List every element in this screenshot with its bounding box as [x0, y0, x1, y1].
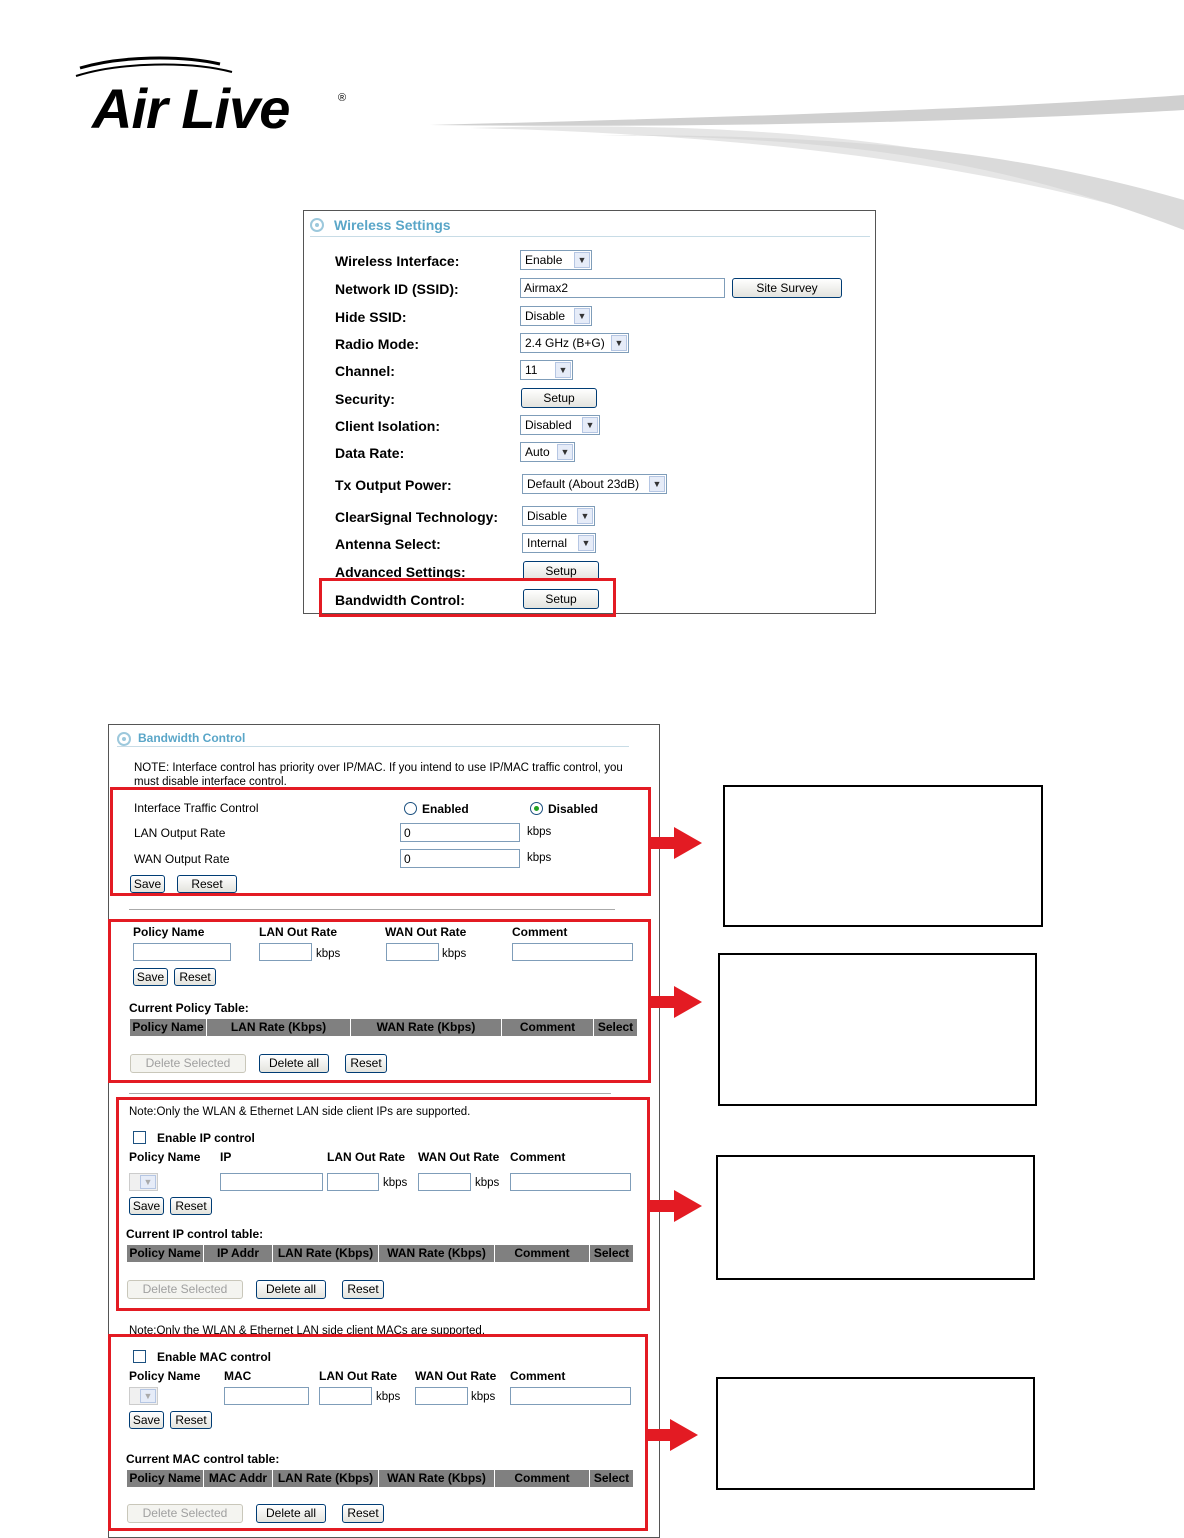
disabled-label: Disabled	[548, 802, 599, 816]
arrow-right-icon	[646, 1419, 698, 1451]
client-isolation-label: Client Isolation:	[335, 418, 440, 434]
hide-ssid-select[interactable]: Disable ▼	[520, 306, 592, 326]
highlight-bandwidth-control	[319, 578, 616, 617]
th-select: Select	[593, 1246, 630, 1260]
interface-reset-button[interactable]: Reset	[177, 875, 237, 893]
interface-save-button[interactable]: Save	[130, 875, 165, 893]
interface-note-line2: must disable interface control.	[134, 776, 287, 788]
interface-traffic-control-label: Interface Traffic Control	[134, 801, 259, 815]
highlight-mac-section	[108, 1334, 648, 1531]
ssid-label: Network ID (SSID):	[335, 281, 459, 297]
mac-table-reset-button[interactable]: Reset	[342, 1504, 384, 1523]
ip-policy-name-col: Policy Name	[129, 1150, 201, 1164]
policy-comment-col: Comment	[512, 925, 568, 939]
title-bullet-icon	[117, 732, 131, 746]
mac-comment-col: Comment	[510, 1369, 566, 1383]
mac-note: Note:Only the WLAN & Ethernet LAN side client MACs are supported.	[129, 1325, 486, 1337]
arrow-right-icon	[650, 1190, 702, 1222]
mac-wan-col: WAN Out Rate	[415, 1369, 497, 1383]
th-wan-rate: WAN Rate (Kbps)	[387, 1246, 486, 1260]
th-mac-addr: MAC Addr	[208, 1471, 268, 1485]
policy-delete-selected-button[interactable]: Delete Selected	[130, 1054, 246, 1073]
enable-ip-label: Enable IP control	[157, 1131, 255, 1145]
ip-table-reset-button[interactable]: Reset	[342, 1280, 384, 1299]
lan-output-unit: kbps	[527, 826, 552, 838]
section-divider	[129, 1093, 611, 1094]
chevron-down-icon: ▼	[140, 1175, 156, 1189]
lan-output-rate-input[interactable]: 0	[400, 823, 520, 842]
policy-table-reset-button[interactable]: Reset	[345, 1054, 387, 1073]
advanced-settings-label: Advanced Settings:	[335, 564, 466, 580]
mac-delete-all-button[interactable]: Delete all	[256, 1504, 326, 1523]
ip-wan-unit: kbps	[475, 1177, 500, 1189]
arrow-right-icon	[650, 827, 702, 859]
site-survey-button[interactable]: Site Survey	[732, 278, 842, 298]
enable-mac-label: Enable MAC control	[157, 1350, 272, 1364]
policy-reset-button[interactable]: Reset	[174, 968, 216, 986]
callout-box	[723, 785, 1043, 927]
enabled-label: Enabled	[422, 802, 469, 816]
chevron-down-icon: ▼	[611, 335, 627, 351]
mac-lan-col: LAN Out Rate	[319, 1369, 397, 1383]
tx-power-label: Tx Output Power:	[335, 477, 452, 493]
hide-ssid-label: Hide SSID:	[335, 309, 407, 325]
mac-wan-unit: kbps	[471, 1391, 496, 1403]
policy-lan-unit: kbps	[316, 948, 341, 960]
title-divider	[117, 746, 629, 747]
ip-delete-all-button[interactable]: Delete all	[256, 1280, 326, 1299]
ip-wan-col: WAN Out Rate	[418, 1150, 500, 1164]
policy-wan-col: WAN Out Rate	[385, 925, 467, 939]
th-policy-name: Policy Name	[129, 1246, 201, 1260]
data-rate-select[interactable]: Auto ▼	[520, 442, 575, 462]
lan-output-rate-label: LAN Output Rate	[134, 826, 226, 840]
chevron-down-icon: ▼	[140, 1389, 156, 1403]
chevron-down-icon: ▼	[557, 444, 573, 460]
chevron-down-icon: ▼	[649, 476, 665, 492]
ip-note: Note:Only the WLAN & Ethernet LAN side client IPs are supported.	[129, 1106, 471, 1118]
th-wan-rate: WAN Rate (Kbps)	[387, 1471, 486, 1485]
ip-delete-selected-button[interactable]: Delete Selected	[127, 1280, 243, 1299]
mac-table-title: Current MAC control table:	[126, 1452, 280, 1466]
highlight-ip-section	[116, 1097, 650, 1311]
radio-mode-select[interactable]: 2.4 GHz (B+G) ▼	[520, 333, 629, 353]
clearsignal-label: ClearSignal Technology:	[335, 509, 499, 525]
advanced-setup-button[interactable]: Setup	[523, 561, 599, 581]
policy-wan-unit: kbps	[442, 948, 467, 960]
chevron-down-icon: ▼	[555, 362, 571, 378]
mac-addr-col: MAC	[224, 1369, 252, 1383]
airlive-logo: Air Live	[92, 77, 290, 140]
security-label: Security:	[335, 391, 395, 407]
th-wan-rate: WAN Rate (Kbps)	[376, 1020, 476, 1034]
th-lan-rate: LAN Rate (Kbps)	[277, 1471, 374, 1485]
mac-lan-unit: kbps	[376, 1391, 401, 1403]
policy-lan-col: LAN Out Rate	[259, 925, 337, 939]
wireless-interface-label: Wireless Interface:	[335, 253, 460, 269]
wan-output-unit: kbps	[527, 852, 552, 864]
callout-box	[716, 1155, 1035, 1280]
clearsignal-select[interactable]: Disable ▼	[522, 506, 595, 526]
client-isolation-select[interactable]: Disabled ▼	[520, 415, 600, 435]
ip-lan-col: LAN Out Rate	[327, 1150, 405, 1164]
policy-name-col: Policy Name	[133, 925, 205, 939]
section-divider	[129, 909, 615, 910]
th-comment: Comment	[514, 1471, 570, 1485]
ip-comment-col: Comment	[510, 1150, 566, 1164]
wan-output-rate-label: WAN Output Rate	[134, 852, 230, 866]
bandwidth-control-label: Bandwidth Control:	[335, 592, 465, 608]
ip-addr-col: IP	[220, 1150, 232, 1164]
wireless-settings-title: Wireless Settings	[334, 217, 451, 233]
radio-mode-label: Radio Mode:	[335, 336, 419, 352]
th-comment: Comment	[519, 1020, 576, 1034]
ip-table-title: Current IP control table:	[126, 1227, 264, 1241]
data-rate-label: Data Rate:	[335, 445, 405, 461]
ip-lan-unit: kbps	[383, 1177, 408, 1189]
chevron-down-icon: ▼	[574, 252, 590, 268]
tx-power-select[interactable]: Default (About 23dB) ▼	[522, 474, 667, 494]
ip-save-button[interactable]: Save	[129, 1197, 164, 1215]
mac-reset-button[interactable]: Reset	[170, 1411, 212, 1429]
mac-delete-selected-button[interactable]: Delete Selected	[127, 1504, 243, 1523]
channel-label: Channel:	[335, 363, 395, 379]
interface-note-line1: NOTE: Interface control has priority over IP/MAC. If you intend to use IP/MAC traffic control, you	[134, 762, 623, 774]
callout-box	[718, 953, 1037, 1106]
policy-table-title: Current Policy Table:	[129, 1001, 249, 1015]
security-setup-button[interactable]: Setup	[521, 388, 597, 408]
antenna-select[interactable]: Internal ▼	[522, 533, 596, 553]
channel-select[interactable]: 11 ▼	[520, 360, 573, 380]
chevron-down-icon: ▼	[574, 308, 590, 324]
wireless-settings-panel	[303, 210, 876, 614]
bandwidth-setup-button[interactable]: Setup	[523, 589, 599, 609]
arrow-right-icon	[650, 986, 702, 1018]
th-lan-rate: LAN Rate (Kbps)	[230, 1020, 327, 1034]
wan-output-rate-input[interactable]: 0	[400, 849, 520, 868]
title-divider	[310, 236, 870, 237]
th-policy-name: Policy Name	[129, 1471, 201, 1485]
th-select: Select	[593, 1471, 630, 1485]
th-policy-name: Policy Name	[132, 1020, 204, 1034]
chevron-down-icon: ▼	[582, 417, 598, 433]
highlight-interface-section	[110, 787, 651, 896]
bandwidth-control-title: Bandwidth Control	[138, 731, 246, 745]
highlight-policy-section	[108, 919, 651, 1083]
mac-policy-name-col: Policy Name	[129, 1369, 201, 1383]
th-select: Select	[597, 1020, 634, 1034]
mac-save-button[interactable]: Save	[129, 1411, 164, 1429]
th-comment: Comment	[514, 1246, 570, 1260]
title-bullet-icon	[310, 218, 324, 232]
th-lan-rate: LAN Rate (Kbps)	[277, 1246, 374, 1260]
registered-mark: ®	[338, 92, 347, 104]
wireless-interface-select[interactable]: Enable ▼	[520, 250, 592, 270]
callout-box	[716, 1377, 1035, 1490]
ssid-input[interactable]: Airmax2	[520, 278, 725, 298]
chevron-down-icon: ▼	[578, 535, 594, 551]
th-ip-addr: IP Addr	[216, 1246, 259, 1260]
chevron-down-icon: ▼	[577, 508, 593, 524]
policy-save-button[interactable]: Save	[133, 968, 168, 986]
policy-delete-all-button[interactable]: Delete all	[259, 1054, 329, 1073]
antenna-select-label: Antenna Select:	[335, 536, 441, 552]
ip-reset-button[interactable]: Reset	[170, 1197, 212, 1215]
